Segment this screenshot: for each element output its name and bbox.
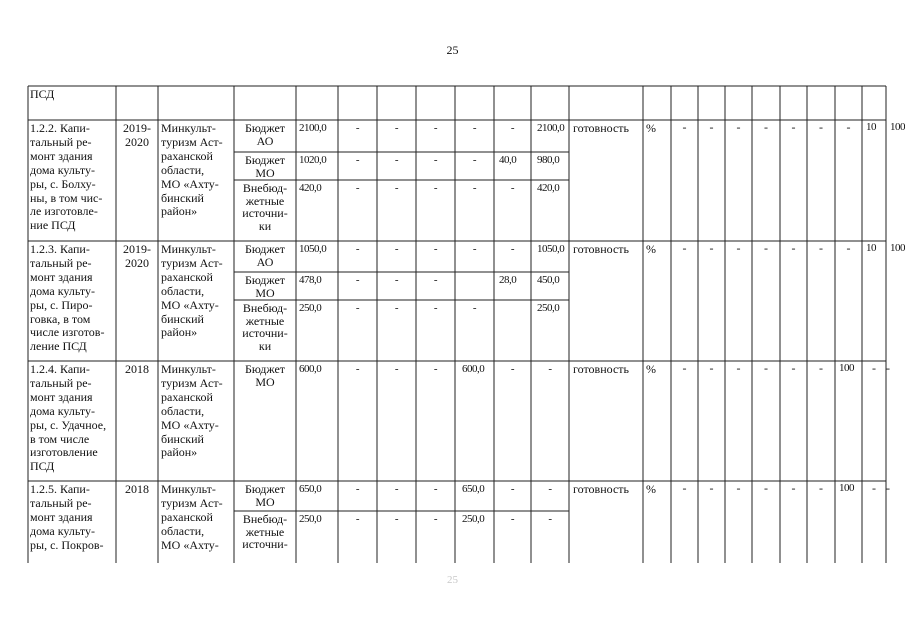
year-amount-cell: - — [510, 483, 515, 495]
item-name-line: дома культу- — [30, 283, 95, 298]
item-name-line: тальный ре- — [30, 495, 92, 510]
indicator-value-cell: - — [872, 361, 876, 375]
years-cell: 2019- — [123, 242, 151, 256]
item-name-line: ны, в том чис- — [30, 190, 103, 205]
year-amount-cell: 600,0 — [462, 363, 485, 375]
year-amount-cell: - — [433, 302, 438, 314]
executor-line: МО «Ахту- — [161, 176, 219, 191]
year-amount-cell: - — [548, 363, 552, 375]
indicator-value-cell: - — [764, 120, 768, 134]
year-amount-cell: - — [433, 122, 438, 134]
item-name-line: ры, с. Болху- — [30, 176, 96, 191]
indicator-value-cell: - — [819, 241, 823, 255]
page-number: 25 — [446, 43, 459, 57]
year-amount-cell: - — [394, 243, 399, 255]
indicator-value-cell: - — [791, 481, 796, 495]
indicator-value-cell: 100 — [890, 242, 905, 254]
indicator-value-cell: 10 — [866, 242, 876, 254]
year-amount-cell: - — [510, 243, 515, 255]
year-amount-cell: - — [472, 154, 477, 166]
item-name-line: монт здания — [30, 148, 93, 163]
year-amount-cell: - — [394, 154, 399, 166]
year-amount-cell: - — [355, 483, 360, 495]
indicator-value-cell: 100 — [839, 362, 854, 374]
year-amount-cell: - — [394, 182, 399, 194]
year-amount-cell: - — [355, 363, 360, 375]
funding-source-line: АО — [256, 133, 274, 148]
year-amount-cell: - — [433, 363, 438, 375]
executor-line: области, — [161, 162, 205, 177]
years-cell: 2019- — [123, 121, 151, 135]
item-name-line: в том числе — [30, 431, 90, 446]
funding-source-line: жетные — [245, 193, 285, 208]
item-name-line: числе изготов- — [30, 325, 105, 340]
indicator-cell: готовность — [573, 121, 629, 135]
funding-source-line: жетные — [245, 313, 285, 328]
year-amount-cell: - — [355, 243, 360, 255]
executor-line: МО «Ахту- — [161, 297, 219, 312]
year-amount-cell: - — [472, 243, 477, 255]
item-name-line: ле изготовле- — [30, 204, 98, 219]
year-amount-cell: 28,0 — [499, 274, 517, 286]
funding-source-line: ки — [258, 338, 272, 353]
unit-cell: % — [646, 482, 656, 496]
funding-source-line: Бюджет — [244, 362, 286, 376]
year-amount-cell: 420,0 — [537, 182, 560, 194]
indicator-value-cell: - — [846, 241, 851, 255]
indicator-value-cell: - — [709, 241, 714, 255]
total-amount-cell: 650,0 — [299, 483, 322, 495]
year-amount-cell: 2100,0 — [537, 122, 565, 134]
year-amount-cell: - — [548, 483, 552, 495]
year-amount-cell: 1050,0 — [537, 243, 565, 255]
indicator-value-cell: - — [682, 481, 687, 495]
item-name-line: тальный ре- — [30, 134, 92, 149]
years-cell: 2018 — [125, 362, 149, 376]
funding-source-line: МО — [255, 165, 275, 180]
indicator-value-cell: - — [682, 361, 687, 375]
executor-line: туризм Аст- — [161, 255, 223, 270]
year-amount-cell: - — [510, 513, 515, 525]
year-amount-cell: - — [394, 302, 399, 314]
indicator-value-cell: - — [791, 120, 796, 134]
indicator-value-cell: - — [791, 241, 796, 255]
indicator-value-cell: - — [736, 241, 741, 255]
indicator-value-cell: - — [872, 481, 876, 495]
item-name-line: 1.2.4. Капи- — [30, 362, 90, 376]
executor-line: МО «Ахту- — [161, 417, 219, 432]
year-amount-cell: - — [472, 122, 477, 134]
header-fragment-cell: ПСД — [30, 87, 55, 101]
funding-source-line: источни- — [242, 326, 288, 340]
year-amount-cell: - — [355, 122, 360, 134]
years-cell: 2018 — [125, 482, 149, 496]
year-amount-cell: - — [433, 483, 438, 495]
executor-line: МО «Ахту- — [161, 537, 219, 552]
indicator-cell: готовность — [573, 482, 629, 496]
item-name-line: говка, в том — [30, 311, 91, 326]
bottom-page-number: 25 — [447, 574, 458, 586]
year-amount-cell: - — [433, 243, 438, 255]
indicator-value-cell: 100 — [839, 482, 854, 494]
indicator-value-cell: - — [764, 241, 768, 255]
item-name-line: монт здания — [30, 509, 93, 524]
executor-line: район» — [161, 325, 198, 340]
total-amount-cell: 420,0 — [299, 182, 322, 194]
executor-line: бинский — [161, 311, 204, 326]
total-amount-cell: 2100,0 — [299, 122, 327, 134]
total-amount-cell: 478,0 — [299, 274, 322, 286]
year-amount-cell: - — [433, 274, 438, 286]
year-amount-cell: - — [355, 154, 360, 166]
indicator-value-cell: 100 — [890, 121, 905, 133]
years-cell: 2020 — [125, 255, 149, 270]
indicator-value-cell: - — [791, 361, 796, 375]
funding-source-line: МО — [255, 494, 275, 509]
year-amount-cell: 980,0 — [537, 154, 560, 166]
year-amount-cell: - — [548, 513, 552, 525]
indicator-value-cell: - — [682, 120, 687, 134]
indicator-value-cell: - — [709, 361, 714, 375]
item-name-line: дома культу- — [30, 162, 95, 177]
indicator-value-cell: - — [709, 120, 714, 134]
indicator-value-cell: - — [819, 120, 823, 134]
funding-source-line: Бюджет — [244, 482, 286, 496]
year-amount-cell: 650,0 — [462, 483, 485, 495]
item-name-line: 1.2.3. Капи- — [30, 242, 90, 256]
funding-source-line: Бюджет — [244, 273, 286, 287]
year-amount-cell: - — [510, 182, 515, 194]
item-name-line: ление ПСД — [30, 339, 87, 354]
years-cell: 2020 — [125, 134, 149, 149]
indicator-value-cell: - — [886, 361, 890, 375]
total-amount-cell: 600,0 — [299, 363, 322, 375]
executor-line: район» — [161, 204, 198, 219]
total-amount-cell: 250,0 — [299, 513, 322, 525]
indicator-value-cell: - — [736, 481, 741, 495]
year-amount-cell: 250,0 — [462, 513, 485, 525]
executor-line: туризм Аст- — [161, 134, 223, 149]
indicator-value-cell: - — [886, 481, 890, 495]
executor-line: раханской — [161, 389, 213, 404]
indicator-value-cell: - — [819, 481, 823, 495]
executor-line: области, — [161, 283, 205, 298]
funding-source-line: Внебюд- — [242, 512, 288, 526]
unit-cell: % — [646, 242, 656, 256]
year-amount-cell: - — [394, 274, 399, 286]
year-amount-cell: - — [394, 513, 399, 525]
item-name-line: 1.2.2. Капи- — [30, 121, 90, 135]
item-name-line: дома культу- — [30, 403, 95, 418]
year-amount-cell: - — [510, 122, 515, 134]
year-amount-cell: - — [355, 182, 360, 194]
indicator-cell: готовность — [573, 242, 629, 256]
executor-line: туризм Аст- — [161, 375, 223, 390]
funding-source-line: АО — [256, 254, 274, 269]
executor-line: бинский — [161, 431, 204, 446]
year-amount-cell: - — [472, 302, 477, 314]
funding-source-line: МО — [255, 374, 275, 389]
funding-source-line: ки — [258, 218, 272, 233]
funding-source-line: источни- — [242, 537, 288, 551]
item-name-line: тальный ре- — [30, 375, 92, 390]
year-amount-cell: - — [472, 182, 477, 194]
unit-cell: % — [646, 121, 656, 135]
executor-line: район» — [161, 445, 198, 460]
year-amount-cell: - — [394, 122, 399, 134]
year-amount-cell: - — [355, 513, 360, 525]
indicator-value-cell: - — [736, 120, 741, 134]
executor-line: Минкульт- — [161, 482, 216, 496]
funding-source-line: Бюджет — [244, 121, 286, 135]
item-name-line: ры, с. Удачное, — [30, 417, 107, 432]
indicator-value-cell: - — [764, 481, 768, 495]
year-amount-cell: - — [433, 154, 438, 166]
total-amount-cell: 1020,0 — [299, 154, 327, 166]
executor-line: туризм Аст- — [161, 495, 223, 510]
funding-source-line: источни- — [242, 206, 288, 220]
total-amount-cell: 1050,0 — [299, 243, 327, 255]
item-name-line: ры, с. Пиро- — [30, 297, 93, 312]
executor-line: раханской — [161, 509, 213, 524]
indicator-value-cell: - — [736, 361, 741, 375]
item-name-line: ПСД — [30, 459, 55, 474]
item-name-line: дома культу- — [30, 523, 95, 538]
total-amount-cell: 250,0 — [299, 302, 322, 314]
executor-line: Минкульт- — [161, 242, 216, 256]
executor-line: области, — [161, 523, 205, 538]
executor-line: Минкульт- — [161, 121, 216, 135]
executor-line: бинский — [161, 190, 204, 205]
year-amount-cell: - — [433, 182, 438, 194]
year-amount-cell: - — [355, 302, 360, 314]
executor-line: области, — [161, 403, 205, 418]
executor-line: раханской — [161, 148, 213, 163]
year-amount-cell: 250,0 — [537, 302, 560, 314]
year-amount-cell: - — [394, 363, 399, 375]
funding-source-line: Внебюд- — [242, 181, 288, 195]
indicator-value-cell: - — [682, 241, 687, 255]
item-name-line: ры, с. Покров- — [30, 537, 104, 552]
indicator-value-cell: 10 — [866, 121, 876, 133]
indicator-value-cell: - — [846, 120, 851, 134]
year-amount-cell: 40,0 — [499, 154, 517, 166]
item-name-line: 1.2.5. Капи- — [30, 482, 90, 496]
year-amount-cell: - — [355, 274, 360, 286]
executor-line: Минкульт- — [161, 362, 216, 376]
funding-source-line: МО — [255, 285, 275, 300]
year-amount-cell: - — [394, 483, 399, 495]
indicator-value-cell: - — [819, 361, 823, 375]
item-name-line: изготовление — [30, 445, 98, 460]
item-name-line: монт здания — [30, 269, 93, 284]
year-amount-cell: 450,0 — [537, 274, 560, 286]
item-name-line: тальный ре- — [30, 255, 92, 270]
indicator-cell: готовность — [573, 362, 629, 376]
funding-source-line: Бюджет — [244, 153, 286, 167]
funding-source-line: жетные — [245, 524, 285, 539]
year-amount-cell: - — [433, 513, 438, 525]
funding-source-line: Бюджет — [244, 242, 286, 256]
unit-cell: % — [646, 362, 656, 376]
indicator-value-cell: - — [764, 361, 768, 375]
item-name-line: ние ПСД — [30, 218, 76, 233]
indicator-value-cell: - — [709, 481, 714, 495]
year-amount-cell: - — [510, 363, 515, 375]
funding-source-line: Внебюд- — [242, 301, 288, 315]
item-name-line: монт здания — [30, 389, 93, 404]
executor-line: раханской — [161, 269, 213, 284]
